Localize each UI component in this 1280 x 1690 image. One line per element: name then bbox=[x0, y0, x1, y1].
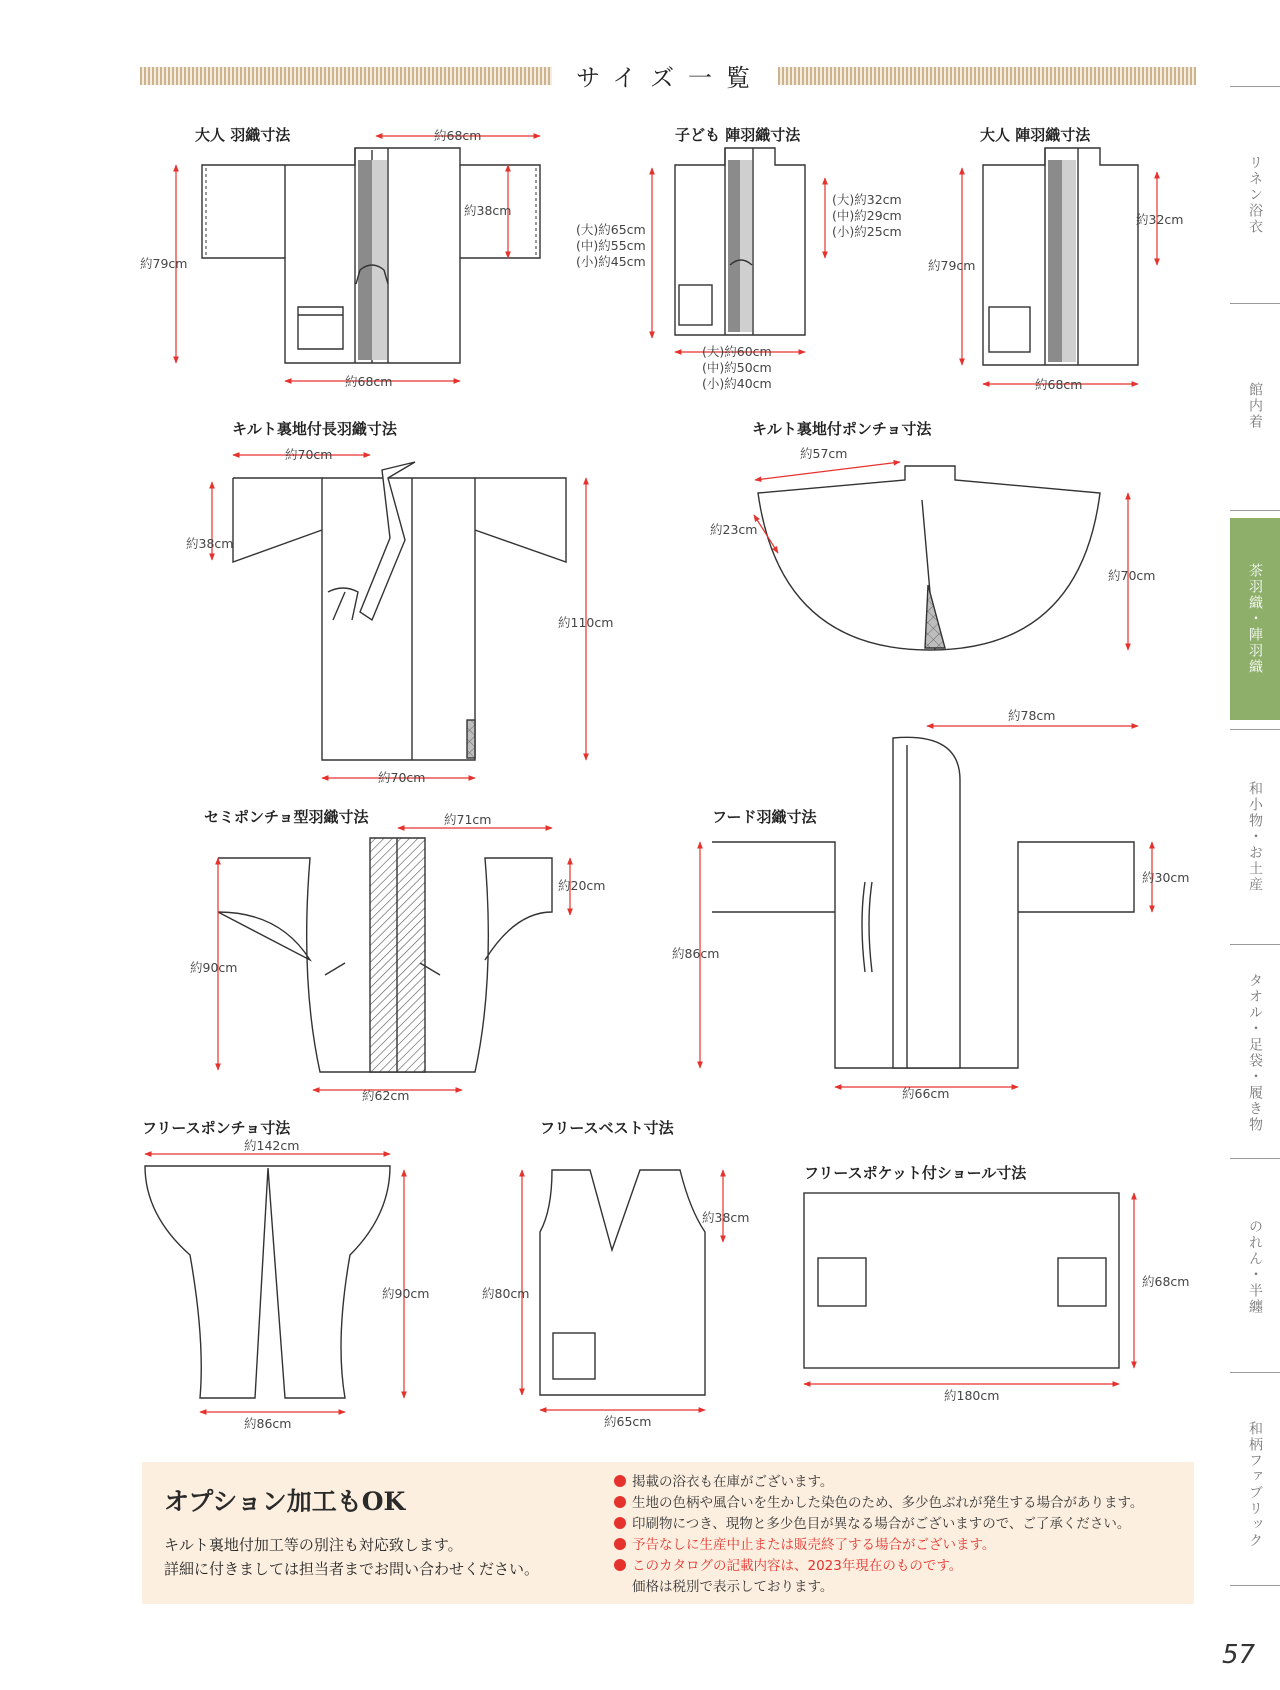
dim-poncho-length: 約70cm bbox=[1108, 568, 1156, 583]
option-info-box bbox=[142, 1462, 1194, 1604]
dim-hood-width: 約66cm bbox=[902, 1086, 950, 1101]
sidebar-divider bbox=[1230, 86, 1280, 87]
diagram-hood-haori bbox=[712, 737, 1134, 1068]
sidebar-tab-kannaigi[interactable] bbox=[1230, 318, 1280, 493]
page-number: 57 bbox=[1222, 1640, 1256, 1670]
sidebar-divider bbox=[1230, 1585, 1280, 1586]
dim-fleece-poncho-length: 約90cm bbox=[382, 1286, 430, 1301]
dim-adult-haori-sleeve-h: 約38cm bbox=[464, 203, 512, 218]
dim-kids-length-l: (大)約65cm bbox=[576, 222, 646, 237]
dim-kids-sleeve-l: (大)約32cm bbox=[832, 192, 902, 207]
note-3 bbox=[614, 1512, 1130, 1532]
sidebar-divider bbox=[1230, 1158, 1280, 1159]
page-title: サイズ一覧 bbox=[575, 64, 765, 92]
dim-adult-jinbaori-width: 約68cm bbox=[1035, 377, 1083, 392]
diagram-semi-poncho bbox=[218, 838, 552, 1072]
dim-adult-haori-sleeve: 約68cm bbox=[434, 128, 482, 143]
sidebar-tab-komono[interactable] bbox=[1230, 742, 1280, 932]
sidebar-tab-label: 和柄ファブリック bbox=[1247, 1421, 1263, 1549]
sidebar-divider bbox=[1230, 1372, 1280, 1373]
dim-vest-arm: 約38cm bbox=[702, 1210, 750, 1225]
dim-hood-sleeve: 約78cm bbox=[1008, 708, 1056, 723]
dim-hood-sleeve-h: 約30cm bbox=[1142, 870, 1190, 885]
label-fleece-shawl: フリースポケット付ショール寸法 bbox=[804, 1164, 1027, 1182]
dim-hood-length: 約86cm bbox=[672, 946, 720, 961]
diagram-fleece-shawl bbox=[804, 1193, 1119, 1368]
sidebar-tab-noren[interactable] bbox=[1230, 1172, 1280, 1362]
note-5-text: このカタログの記載内容は、2023年現在のものです。 bbox=[632, 1558, 963, 1574]
bullet-icon bbox=[614, 1538, 626, 1550]
sidebar-tab-chabaori[interactable] bbox=[1230, 518, 1280, 720]
dim-vest-width: 約65cm bbox=[604, 1414, 652, 1429]
bullet-icon bbox=[614, 1496, 626, 1508]
sidebar-divider bbox=[1230, 510, 1280, 511]
sidebar-tab-label: のれん・半纏 bbox=[1247, 1219, 1263, 1315]
note-2-text: 生地の色柄や風合いを生かした染色のため、多少色ぶれが発生する場合があります。 bbox=[632, 1495, 1144, 1511]
dim-poncho-shoulder: 約57cm bbox=[800, 446, 848, 461]
sidebar-divider bbox=[1230, 729, 1280, 730]
dim-long-haori-sleeve-h: 約38cm bbox=[186, 536, 234, 551]
note-1-text: 掲載の浴衣も在庫がございます。 bbox=[632, 1474, 834, 1490]
option-line-2: 詳細に付きましては担当者までお問い合わせください。 bbox=[164, 1560, 540, 1578]
sidebar-tab-label: 和小物・お土産 bbox=[1247, 781, 1263, 893]
sidebar-tab-label: 茶羽織・陣羽織 bbox=[1247, 563, 1263, 675]
dim-long-haori-width: 約70cm bbox=[378, 770, 426, 785]
diagram-kids-jinbaori bbox=[675, 148, 805, 335]
dim-poncho-side: 約23cm bbox=[710, 522, 758, 537]
dim-fleece-poncho-hem: 約86cm bbox=[244, 1416, 292, 1431]
dim-adult-haori-length: 約79cm bbox=[140, 256, 188, 271]
dim-fleece-poncho-width: 約142cm bbox=[244, 1138, 300, 1153]
sidebar-tab-towel[interactable] bbox=[1230, 958, 1280, 1148]
diagram-fleece-vest bbox=[540, 1170, 705, 1395]
diagram-adult-haori bbox=[202, 148, 540, 363]
sidebar-tab-label: タオル・足袋・履き物 bbox=[1247, 973, 1263, 1133]
dim-semi-sleeve: 約71cm bbox=[444, 812, 492, 827]
note-3-text: 印刷物につき、現物と多少色目が異なる場合がございますので、ご了承ください。 bbox=[632, 1516, 1131, 1532]
label-quilt-long-haori: キルト裏地付長羽織寸法 bbox=[232, 420, 397, 438]
label-adult-jinbaori: 大人 陣羽織寸法 bbox=[980, 126, 1091, 144]
diagram-adult-jinbaori bbox=[983, 148, 1138, 365]
label-kids-jinbaori: 子ども 陣羽織寸法 bbox=[675, 126, 801, 144]
bullet-icon bbox=[614, 1475, 626, 1487]
bullet-icon bbox=[614, 1517, 626, 1529]
label-fleece-poncho: フリースポンチョ寸法 bbox=[142, 1119, 291, 1137]
label-semi-poncho: セミポンチョ型羽織寸法 bbox=[204, 808, 369, 826]
sidebar-tab-label: リネン浴衣 bbox=[1247, 155, 1263, 235]
dim-semi-width: 約62cm bbox=[362, 1088, 410, 1103]
label-quilt-poncho: キルト裏地付ポンチョ寸法 bbox=[752, 420, 932, 438]
option-line-1: キルト裏地付加工等の別注も対応致します。 bbox=[164, 1536, 463, 1554]
dim-vest-length: 約80cm bbox=[482, 1286, 530, 1301]
dim-kids-sleeve-m: (中)約29cm bbox=[832, 208, 902, 223]
dim-kids-width-m: (中)約50cm bbox=[702, 360, 772, 375]
option-title: オプション加工もOK bbox=[164, 1487, 406, 1516]
sidebar-divider bbox=[1230, 303, 1280, 304]
dim-semi-length: 約90cm bbox=[190, 960, 238, 975]
dim-adult-haori-width: 約68cm bbox=[345, 374, 393, 389]
note-6: 価格は税別で表示しております。 bbox=[632, 1579, 834, 1595]
dim-kids-length-m: (中)約55cm bbox=[576, 238, 646, 253]
note-2 bbox=[614, 1491, 1143, 1511]
note-1 bbox=[614, 1470, 833, 1490]
label-hood-haori: フード羽織寸法 bbox=[712, 808, 817, 826]
note-4 bbox=[614, 1533, 995, 1553]
diagram-quilt-poncho bbox=[758, 466, 1100, 650]
dim-kids-width-s: (小)約40cm bbox=[702, 376, 772, 391]
bullet-icon bbox=[614, 1559, 626, 1571]
sidebar-tab-fabric[interactable] bbox=[1230, 1390, 1280, 1580]
sidebar-tab-label: 館内着 bbox=[1247, 381, 1263, 430]
dim-adult-jinbaori-length: 約79cm bbox=[928, 258, 976, 273]
diagram-fleece-poncho bbox=[145, 1166, 390, 1398]
dim-kids-length-s: (小)約45cm bbox=[576, 254, 646, 269]
dim-long-haori-sleeve: 約70cm bbox=[285, 447, 333, 462]
note-4-text: 予告なしに生産中止または販売終了する場合がございます。 bbox=[632, 1537, 996, 1553]
dim-shawl-height: 約68cm bbox=[1142, 1274, 1190, 1289]
note-5 bbox=[614, 1554, 962, 1574]
dim-shawl-width: 約180cm bbox=[944, 1388, 1000, 1403]
dim-semi-sleeve-h: 約20cm bbox=[558, 878, 606, 893]
dim-kids-sleeve-s: (小)約25cm bbox=[832, 224, 902, 239]
label-fleece-vest: フリースベスト寸法 bbox=[540, 1119, 674, 1137]
diagram-quilt-long-haori bbox=[233, 462, 566, 760]
sidebar-tab-linen-yukata[interactable] bbox=[1230, 100, 1280, 290]
sidebar-divider bbox=[1230, 944, 1280, 945]
dim-long-haori-length: 約110cm bbox=[558, 615, 614, 630]
dim-kids-width-l: (大)約60cm bbox=[702, 344, 772, 359]
label-adult-haori: 大人 羽織寸法 bbox=[195, 126, 291, 144]
dim-adult-jinbaori-sleeve: 約32cm bbox=[1136, 212, 1184, 227]
